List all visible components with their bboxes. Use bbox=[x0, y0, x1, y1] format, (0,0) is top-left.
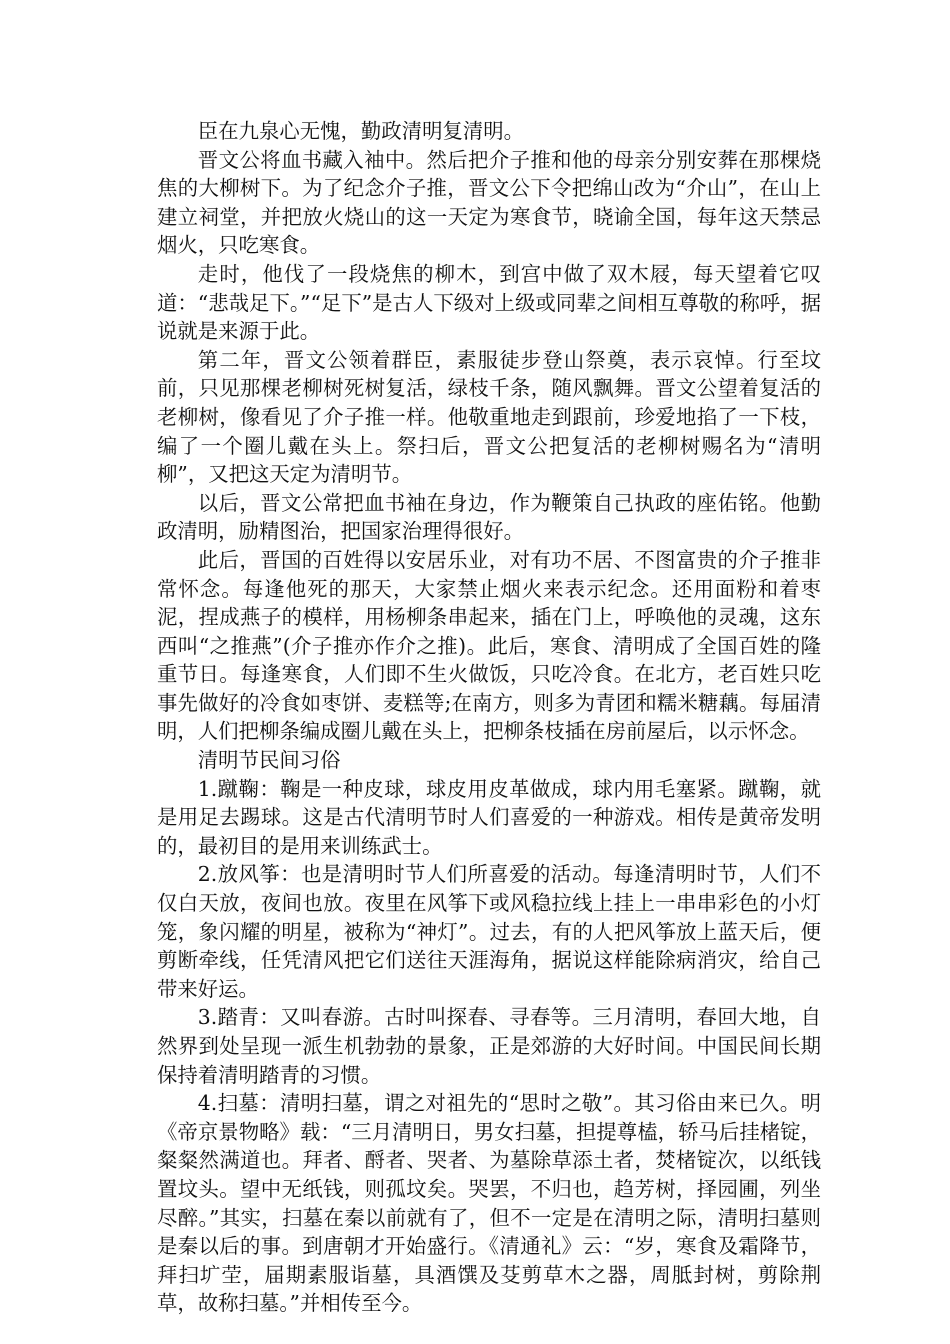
paragraph-burial: 晋文公将血书藏入袖中。然后把介子推和他的母亲分别安葬在那棵烧焦的大柳树下。为了纪念介子推，晋文公下令把绵山改为“介山”，在山上建立祠堂，并把放火烧山的这一天定为寒食节，晓谕全国，每年这天禁忌烟火，只吃寒食。 bbox=[157, 147, 821, 258]
paragraph-second-year: 第二年，晋文公领着群臣，素服徒步登山祭奠，表示哀悼。行至坟前，只见那棵老柳树死树复活，绿枝千条，随风飘舞。晋文公望着复活的老柳树，像看见了介子推一样。他敬重地走到跟前，珍爱地掐了一下枝，编了一个圈儿戴在头上。祭扫后，晋文公把复活的老柳树赐名为“清明柳”，又把这天定为清明节。 bbox=[157, 347, 821, 487]
custom-kite: 2.放风筝：也是清明时节人们所喜爱的活动。每逢清明时节，人们不仅白天放，夜间也放。夜里在风筝下或风稳拉线上挂上一串串彩色的小灯笼，象闪耀的明星，被称为“神灯”。过去，有的人把风筝放上蓝天后，便剪断牵线，任凭清风把它们送往天涯海角，据说这样能除病消灾，给自己带来好运。 bbox=[157, 862, 821, 1001]
section-heading: 清明节民间习俗 bbox=[197, 748, 341, 773]
paragraph-clogs: 走时，他伐了一段烧焦的柳木，到宫中做了双木屐，每天望着它叹道：“悲哉足下。”“足下”是古人下级对上级或同辈之间相互尊敬的称呼，据说就是来源于此。 bbox=[157, 261, 821, 344]
custom-cuju: 1.蹴鞠：鞠是一种皮球，球皮用皮革做成，球内用毛塞紧。蹴鞠，就是用足去踢球。这是古代清明节时人们喜爱的一种游戏。相传是黄帝发明的，最初目的是用来训练武士。 bbox=[157, 776, 821, 858]
document-body bbox=[157, 117, 821, 1318]
paragraph-motto: 以后，晋文公常把血书袖在身边，作为鞭策自己执政的座佑铭。他勤政清明，励精图治，把国家治理得很好。 bbox=[157, 490, 821, 544]
custom-outing: 3.踏青：又叫春游。古时叫探春、寻春等。三月清明，春回大地，自然界到处呈现一派生机勃勃的景象，正是郊游的大好时间。中国民间长期保持着清明踏青的习惯。 bbox=[157, 1005, 821, 1087]
custom-tomb-sweeping: 4.扫墓：清明扫墓，谓之对祖先的“思时之敬”。其习俗由来已久。明《帝京景物略》载：“三月清明日，男女扫墓，担提尊榼，轿马后挂楮锭，粲粲然满道也。拜者、酹者、哭者、为墓除草添土者，焚楮锭次，以纸钱置坟头。望中无纸钱，则孤坟矣。哭罢，不归也，趋芳树，择园圃，列坐尽醉。”其实，扫墓在秦以前就有了，但不一定是在清明之际，清明扫墓则是秦以后的事。到唐朝才开始盛行。《清通礼》云：“岁，寒食及霜降节，拜扫圹茔，届期素服诣墓，具酒馔及芟剪草木之器，周胝封树，剪除荆草，故称扫墓。”并相传至今。 bbox=[157, 1091, 821, 1316]
paragraph-commemoration: 此后，晋国的百姓得以安居乐业，对有功不居、不图富贵的介子推非常怀念。每逢他死的那天，大家禁止烟火来表示纪念。还用面粉和着枣泥，捏成燕子的模样，用杨柳条串起来，插在门上，呼唤他的灵魂，这东西叫“之推燕”(介子推亦作介之推)。此后，寒食、清明成了全国百姓的隆重节日。每逢寒食，人们即不生火做饭，只吃冷食。在北方，老百姓只吃事先做好的冷食如枣饼、麦糕等;在南方，则多为青团和糯米糖藕。每届清明，人们把柳条编成圈儿戴在头上，把柳条枝插在房前屋后，以示怀念。 bbox=[157, 547, 821, 744]
poem-line: 臣在九泉心无愧，勤政清明复清明。 bbox=[197, 119, 525, 143]
